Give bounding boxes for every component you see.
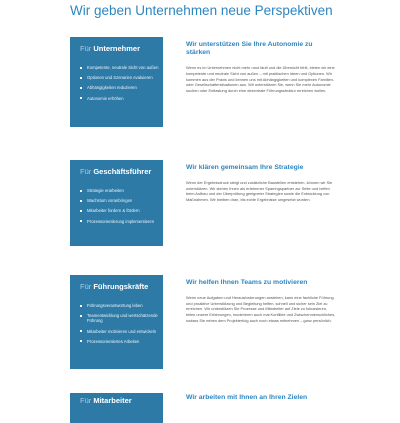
list-item: Mitarbeiter fordern & fördern	[80, 208, 159, 213]
section-text: Wenn neue Aufgaben und Herausforderungen anstehen, kann eine fachliche Führung und proaktive Unterstützung und Begleitung helfen, schnell und sicher sein Ziel zu erreichen. Wir unterstützen Sie Prozesse und Mitarbeiter auf Ziele zu fokussieren, teilen unsere Erfahrungen, moderieren auch mal Konflikte und Zwischenmenschliches, sodass Sie neben dem Projekterfolg auch noch etwas mitnehmen – ganz persönlich.	[186, 295, 336, 323]
section-content	[186, 41, 336, 93]
audience-box	[70, 393, 163, 423]
audience-prefix: Für	[80, 396, 92, 405]
list-item: Optionen und Szenarien evaluieren	[80, 75, 159, 80]
list-item: Wachstum voranbringen	[80, 198, 159, 203]
audience-name: Unternehmer	[93, 44, 141, 53]
section-heading: Wir unterstützen Sie Ihre Autonomie zu stärken	[186, 41, 313, 57]
section-text: Wenn es im Unternehmen nicht mehr rund läuft und die Übersicht fehlt, bieten wir eine kompetente und neutrale Sicht von außen – mit praktischen Ideen und Optionen. Wir kommen aus der Praxis und kennen uns mit Abhängigkeiten und komplexen Familien- oder Gesellschaftersituationen aus. Wir unterstützen Sie, wenn Sie mehr Autonomie suchen oder Entlastung durch eine dezentrale Führungsstruktur erreichen wollen.	[186, 65, 335, 93]
audience-box	[70, 160, 163, 246]
audience-title	[70, 160, 163, 176]
list-item: Prozessorientiertes Arbeiten	[80, 339, 159, 344]
audience-prefix: Für	[80, 282, 92, 291]
section-geschaeftsfuehrer	[70, 160, 340, 252]
audience-name: Mitarbeiter	[93, 396, 132, 405]
section-mitarbeiter	[70, 393, 340, 405]
list-item: Strategie erarbeiten	[80, 188, 159, 193]
page-title: Wir geben Unternehmen neue Perspektiven	[70, 3, 333, 18]
section-heading: Wir arbeiten mit Ihnen an Ihren Zielen	[186, 394, 308, 401]
list-item: Teamentwicklung und wertschätzende Führung	[80, 313, 159, 323]
list-item: Führungsverantwortung leben	[80, 303, 159, 308]
benefit-list	[70, 303, 163, 344]
list-item: Prozessorientierung implementieren	[80, 219, 159, 224]
benefit-list	[70, 188, 163, 224]
section-text: Wenn der Ergebnisdruck steigt und zusätzliche Baustellen entstehen, können wir Sie unterstützen. Wir stehen Ihnen als erfahrener Sparringspartner zur Seite und helfen beim Aufbau und der Überprüfung geeigneter Strategien sowie die Entwicklung von Maßnahmen. Wir bleiben dran, bis echte Ergebnisse umgesetzt wurden.	[186, 180, 333, 202]
section-heading: Wir helfen Ihnen Teams zu motivieren	[186, 279, 308, 286]
section-content	[186, 164, 336, 203]
audience-title	[70, 275, 163, 291]
audience-name: Geschäftsführer	[93, 167, 152, 176]
audience-title	[70, 37, 163, 53]
benefit-list	[70, 65, 163, 101]
audience-box	[70, 275, 163, 369]
audience-prefix: Für	[80, 44, 92, 53]
section-fuehrungskraefte	[70, 275, 340, 375]
list-item: Abhängigkeiten reduzieren	[80, 85, 159, 90]
list-item: Mitarbeiter motivieren und entwickeln	[80, 329, 159, 334]
audience-name: Führungskräfte	[93, 282, 149, 291]
audience-prefix: Für	[80, 167, 92, 176]
section-content	[186, 279, 336, 323]
list-item: Kompetente, neutrale Sicht von außen	[80, 65, 159, 70]
section-unternehmer	[70, 37, 340, 135]
list-item: Autonomie erhöhen	[80, 96, 159, 101]
section-content	[186, 394, 336, 402]
audience-title	[70, 393, 163, 405]
audience-box	[70, 37, 163, 127]
section-heading: Wir klären gemeinsam Ihre Strategie	[186, 164, 304, 171]
